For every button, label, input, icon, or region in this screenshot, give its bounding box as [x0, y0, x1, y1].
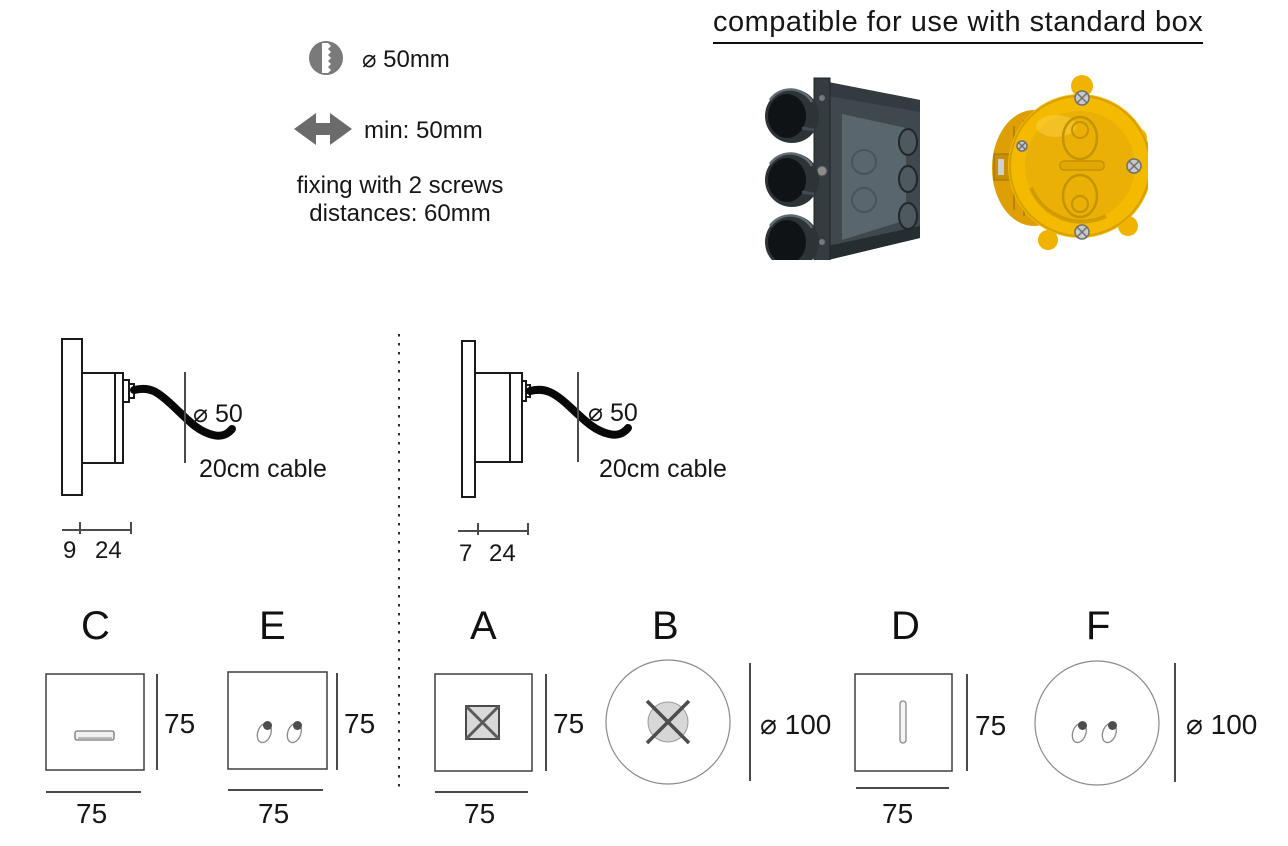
vertical-slot-cutout [900, 701, 906, 743]
variant-A-bottom-dim: 75 [464, 798, 496, 829]
variant-C-side-dim: 75 [164, 708, 196, 739]
variant-label-C: C [81, 604, 110, 648]
variant-F-diameter-dim: ⌀ 100 [1186, 709, 1258, 740]
circle-cross-cutout [647, 701, 689, 743]
plasterboard-box-photo [986, 68, 1148, 262]
body-depth-dim-2: 24 [489, 540, 516, 567]
diameter-label-2: ⌀ 50 [588, 399, 638, 427]
variant-drawing-B [600, 655, 760, 790]
hole-saw-icon [308, 40, 344, 76]
variant-D-bottom-dim: 75 [882, 798, 914, 829]
variant-drawing-D [853, 670, 978, 800]
hole-diameter-label: ⌀ 50mm [362, 46, 450, 73]
fixing-note [260, 172, 540, 228]
cable-label-2: 20cm cable [599, 455, 727, 483]
variant-label-F: F [1086, 604, 1111, 648]
fixing-note-line2: distances: 60mm [309, 200, 491, 227]
min-depth-label: min: 50mm [364, 117, 483, 144]
section-divider [398, 334, 400, 792]
double-arrow-icon [294, 110, 354, 148]
square-cross-cutout [466, 706, 499, 739]
variant-C-bottom-dim: 75 [76, 798, 108, 829]
plate-depth-dim-2: 7 [459, 540, 473, 567]
variant-label-A: A [470, 604, 497, 648]
variant-label-E: E [259, 604, 286, 648]
compatibility-title: compatible for use with standard box [713, 6, 1203, 44]
variant-label-B: B [652, 604, 679, 648]
bottom-dim-line [62, 522, 131, 534]
variant-drawing-C [44, 670, 169, 800]
cable-label-1: 20cm cable [199, 455, 327, 483]
variant-drawing-F [1030, 655, 1190, 790]
variant-D-side-dim: 75 [975, 710, 1007, 741]
diameter-label-1: ⌀ 50 [193, 400, 243, 428]
variant-drawing-A [433, 670, 558, 800]
plate-depth-dim-1: 9 [63, 537, 77, 564]
variant-E-side-dim: 75 [344, 708, 376, 739]
variant-label-D: D [891, 604, 920, 648]
bottom-dim-line [458, 523, 528, 535]
variant-E-bottom-dim: 75 [258, 798, 290, 829]
variant-A-side-dim: 75 [553, 708, 585, 739]
flush-mount-box-photo [758, 58, 936, 260]
variant-B-diameter-dim: ⌀ 100 [760, 709, 832, 740]
variant-drawing-E [226, 670, 351, 800]
cable-entry-tubes [765, 89, 819, 260]
body-depth-dim-1: 24 [95, 537, 122, 564]
compatibility-title-wrap [713, 6, 1203, 44]
fixing-note-line1: fixing with 2 screws [296, 172, 504, 199]
